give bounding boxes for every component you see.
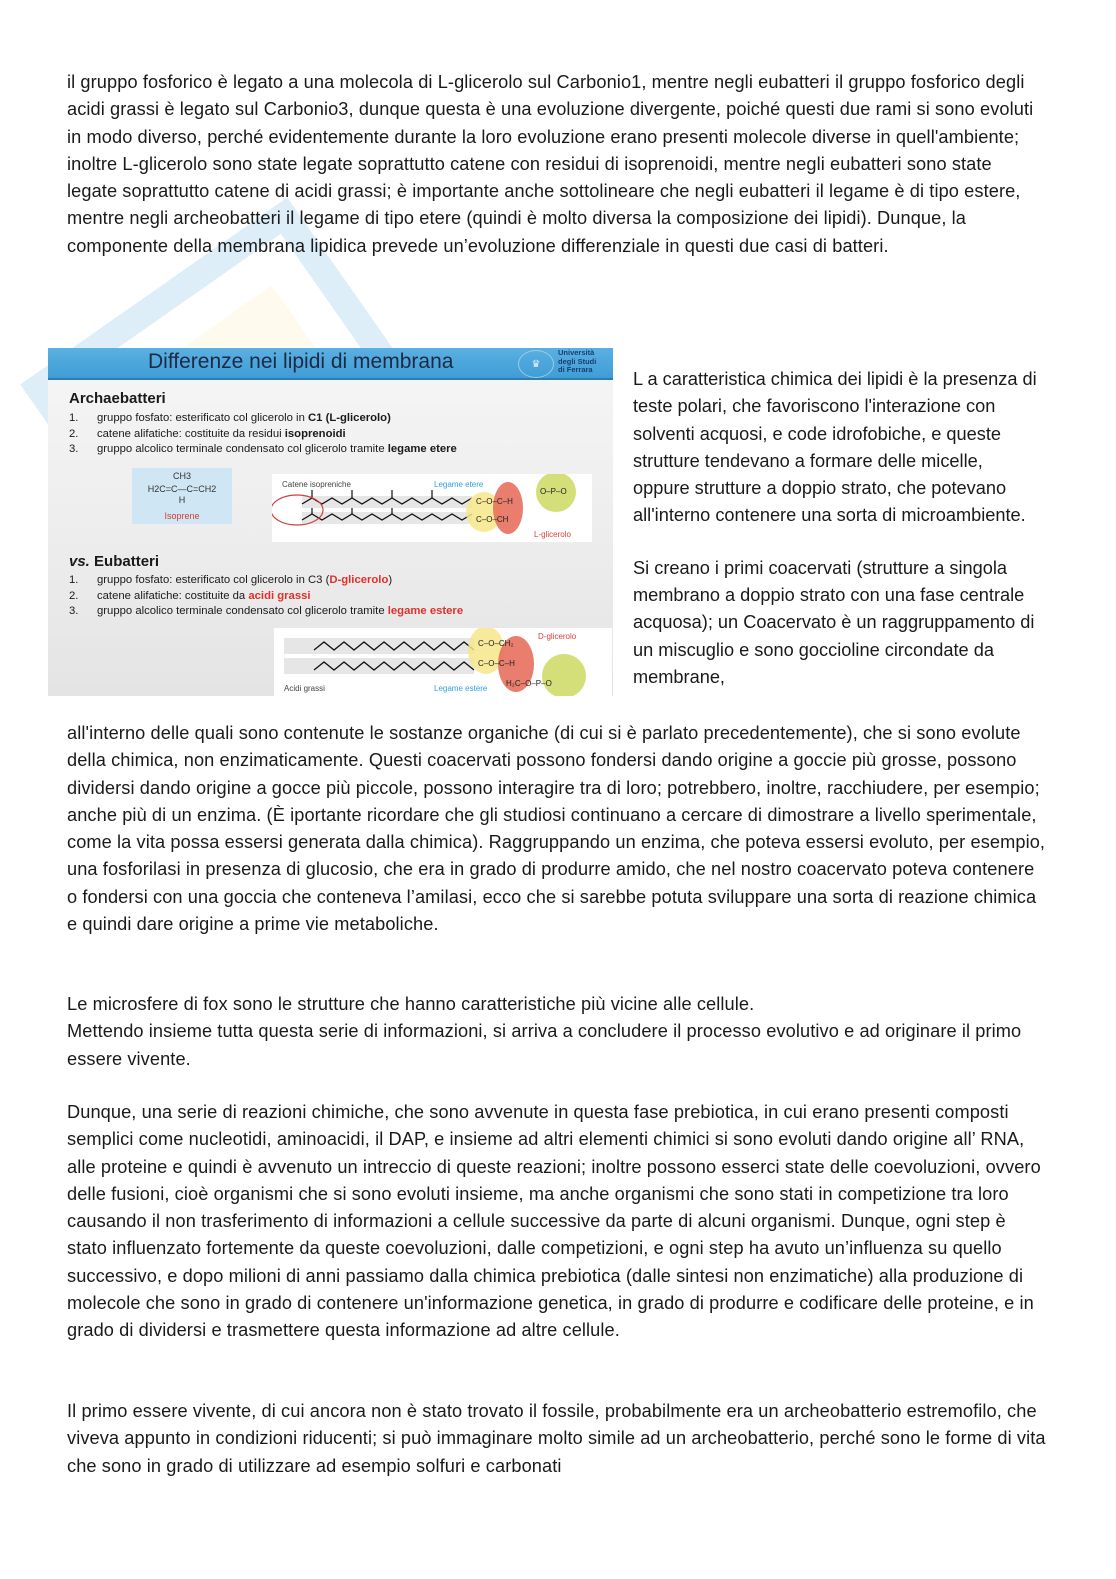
item-suffix: ) xyxy=(388,574,393,586)
bacteria-item xyxy=(69,589,463,605)
item-text: gruppo fosfato: esterificato col glicerolo in C3 ( xyxy=(97,574,330,586)
item-emphasis: isoprenoidi xyxy=(284,427,346,440)
item-text: gruppo fosfato: esterificato col glicerolo in xyxy=(97,412,308,424)
paragraph-text: Dunque, una serie di reazioni chimiche, che sono avvenute in questa fase prebiotica, in cui erano presenti composti semplici come nucleotidi, aminoacidi, il DAP, e insieme ad altri elementi chimici si sono evoluti dando origine all’ RNA, alle proteine e quindi è avvenuto un intreccio di queste reazioni; inoltre possono esserci state delle coevoluzioni, ovvero delle fusioni, cioè organismi che si sono evoluti insieme, ma anche organismi che sono stati in competizione tra loro causando il non trasferimento di informazioni a cellule successive da parte di alcuni organismi. Dunque, ogni step è stato influenzato fortemente da queste coevoluzioni, dalle competizioni, e ogni step ha avuto un’influenza su quello successivo, e dopo milioni di anni passiamo dalla chimica prebiotica (dalle sintesi non enzimatiche) alla produzione di molecole che sono in grado di contenere un'informazione genetica, in grado di produrre e codificare delle proteine, e in grado di dividersi e trasmettere questa informazione ad altre cellule. xyxy=(67,1102,1041,1341)
slide-title: Differenze nei lipidi di membrana xyxy=(148,350,454,373)
svg-text:C–O–C–H: C–O–C–H xyxy=(478,659,515,668)
paragraph-lipid-chemistry: L a caratteristica chimica dei lipidi è la presenza di teste polari, che favoriscono l'interazione con solventi acquosi, e code idrofobiche, e queste strutture tendevano a formare delle micelle, oppure strutture a doppio strato, che potevano all'interno contenere una sorta di microambiente. xyxy=(633,369,1037,526)
isoprene-label: Isoprene xyxy=(164,511,200,521)
bacteria-item xyxy=(69,573,463,589)
bacteria-heading xyxy=(69,553,159,570)
item-number: 1. xyxy=(69,574,79,586)
slide-image-lipid-differences xyxy=(48,348,613,696)
paragraph-text: il gruppo fosforico è legato a una molecola di L-glicerolo sul Carbonio1, mentre negli eubatteri il gruppo fosforico degli acidi grassi è legato sul Carbonio3, dunque questa è una evoluzione divergente, poiché questi due rami si sono evoluti in modo diverso, perché evidentemente durante la loro evoluzione erano presenti molecole diverse in quell'ambiente; inoltre L-glicerolo sono state legate soprattutto catene con residui di isoprenoidi, mentre negli eubatteri sono state legate soprattutto catene di acidi grassi; è importante anche sottolineare che negli eubatteri il legame è di tipo estere, mentre negli archeobatteri il legame di tipo etere (quindi è molto diversa la composizione dei lipidi). Dunque, la componente della membrana lipidica prevede un’evoluzione differenziale in questi due casi di batteri. xyxy=(67,72,1034,256)
isoprene-structure xyxy=(132,468,232,524)
item-text: gruppo alcolico terminale condensato col glicerolo tramite xyxy=(97,443,388,455)
svg-text:C–O–C–H: C–O–C–H xyxy=(476,497,513,506)
fatty-acids-label: Acidi grassi xyxy=(284,684,325,693)
paragraph-text: Mettendo insieme tutta questa serie di informazioni, si arriva a concludere il processo evolutivo e ad originare il primo essere vivente. xyxy=(67,1021,1022,1069)
item-number: 2. xyxy=(69,589,79,602)
svg-text:H₂C–O–P–O: H₂C–O–P–O xyxy=(506,679,552,688)
item-emphasis: legame etere xyxy=(387,443,457,455)
archaea-item xyxy=(69,411,457,427)
d-glycerol-label: D-glicerolo xyxy=(538,632,577,641)
paragraph-glycerol-linkage xyxy=(67,69,1047,260)
archaea-list xyxy=(69,411,457,458)
item-number: 3. xyxy=(69,443,79,455)
item-emphasis: legame estere xyxy=(387,605,464,617)
item-text: catene alifatiche: costituite da xyxy=(97,589,249,602)
bacteria-item xyxy=(69,604,463,620)
university-name xyxy=(558,349,596,375)
archaea-heading: Archaebatteri xyxy=(69,390,166,407)
isoprenic-chains-label: Catene isopreniche xyxy=(282,480,351,489)
ester-bond-label: Legame estere xyxy=(434,684,488,693)
item-emphasis: D-glicerolo xyxy=(329,574,389,586)
svg-text:C–O–CH: C–O–CH xyxy=(476,515,509,524)
item-text: gruppo alcolico terminale condensato col glicerolo tramite xyxy=(97,605,388,617)
item-number: 1. xyxy=(69,412,79,424)
item-number: 3. xyxy=(69,605,79,617)
paragraph-coacervates-continued xyxy=(67,720,1047,938)
isoprene-formula-top: CH3 xyxy=(172,471,191,481)
paragraph-prebiotic-reactions xyxy=(67,1099,1047,1345)
heading-prefix: vs. xyxy=(69,553,90,570)
paragraph-fox-microspheres xyxy=(67,991,1047,1073)
university-seal-icon: ♛ xyxy=(518,350,554,378)
university-name-line: Università xyxy=(558,348,595,357)
ether-bond-label: Legame etere xyxy=(434,480,484,489)
paragraph-text: all'interno delle quali sono contenute le sostanze organiche (di cui si è parlato precedentemente), che si sono evolute della chimica, non enzimaticamente. Questi coacervati possono fondersi dando origine a goccie più grosse, possono dividersi dando origine a gocce più piccole, possono interagire tra di loro; potrebbero, inoltre, racchiudere, per esempio; anche più di un enzima. (È iportante ricordare che gli studiosi continuano a cercare di dimostrare a livello sperimentale, come la vita possa essersi generata dalla chimica). Raggruppando un enzima, che poteva essersi evoluto, per esempio, una fosforilasi in presenza di glucosio, che era in grado di produrre amido, che nel nostro coacervato poteva contenere o fondersi con una goccia che conteneva l’amilasi, ecco che si sarebbe potuta sviluppare una sorta di reazione chimica e quindi dare origine a prime vie metaboliche. xyxy=(67,723,1046,935)
university-name-line: degli Studi xyxy=(558,356,597,366)
item-emphasis: C1 (L-glicerolo) xyxy=(308,412,391,424)
svg-text:C–O–CH₂: C–O–CH₂ xyxy=(478,639,514,648)
slide-header xyxy=(48,348,613,380)
item-number: 2. xyxy=(69,427,79,440)
bacteria-lipid-diagram xyxy=(274,628,612,696)
archaea-item xyxy=(69,442,457,458)
archaea-item xyxy=(69,427,457,443)
bacteria-list xyxy=(69,573,463,620)
item-emphasis: acidi grassi xyxy=(248,589,311,602)
isoprene-formula-main: H2C=C—C=CH2 xyxy=(147,484,217,494)
right-column-text xyxy=(633,366,1043,716)
isoprene-formula-bottom: H xyxy=(178,495,186,505)
paragraph-first-living-being xyxy=(67,1398,1047,1480)
svg-text:O–P–O: O–P–O xyxy=(540,487,567,496)
l-glycerol-label: L-glicerolo xyxy=(534,530,571,539)
university-name-line: di Ferrara xyxy=(558,365,593,374)
paragraph-text: Le microsfere di fox sono le strutture che hanno caratteristiche più vicine alle cellule. xyxy=(67,994,755,1014)
item-text: catene alifatiche: costituite da residui xyxy=(97,427,285,440)
paragraph-coacervates: Si creano i primi coacervati (strutture a singola membrano a doppio strato con una fase centrale acquosa); un Coacervato è un raggruppamento di un miscuglio e sono goccioline circondate da membrane, xyxy=(633,557,1035,687)
archaea-lipid-diagram xyxy=(272,474,592,542)
paragraph-text: Il primo essere vivente, di cui ancora non è stato trovato il fossile, probabilmente era un archeobatterio estremofilo, che viveva appunto in condizioni riducenti; si può immaginare molto simile ad un archeobatterio, perché sono le forme di vita che sono in grado di utilizzare ad esempio solfuri e carbonati xyxy=(67,1401,1046,1476)
heading-text: Eubatteri xyxy=(94,553,160,570)
